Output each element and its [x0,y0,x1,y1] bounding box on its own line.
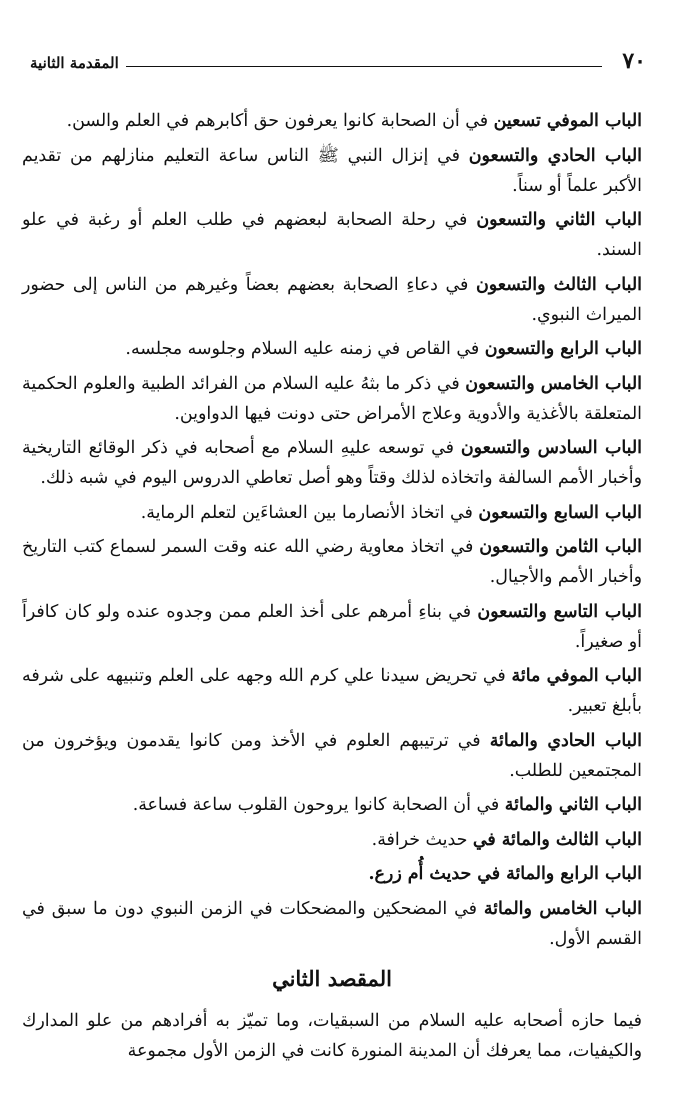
chapter-text: في أن الصحابة كانوا يروحون القلوب ساعة فساعة. [132,795,505,815]
chapter-text: حديث خرافة. [371,829,473,850]
chapter-title: الباب السادس والتسعون [460,438,642,458]
chapter-paragraph [22,661,642,721]
chapter-paragraph [22,532,642,592]
page-number: ٧٠ [622,48,646,74]
chapter-title: الباب الخامس والمائة [483,898,642,919]
chapter-paragraph [22,726,642,786]
chapter-paragraph [22,894,642,954]
running-title: المقدمة الثانية [30,54,119,72]
page-header [30,48,646,76]
chapter-title: الباب التاسع والتسعون [477,601,642,622]
chapter-text: في أن الصحابة كانوا يعرفون حق أكابرهم في العلم والسن. [66,111,494,131]
chapter-text: في تحريض سيدنا علي كرم الله وجهه على العلم وتنبيهه على شرفه بأبلغ تعبير. [22,666,642,716]
chapter-paragraph [22,597,642,657]
chapter-title: الباب الموفي مائة [511,666,642,686]
chapter-paragraph [22,205,642,265]
intro-paragraph: فيما حازه أصحابه عليه السلام من السبقيات، وما تميّز به أفرادهم من علو المدارك والكيفيات، مما يعرفك أن المدينة المنورة كانت في الزمن الأول مجموعة [22,1010,642,1061]
chapter-text: في توسعه عليهِ السلام مع أصحابه في ذكر الوقائع التاريخية وأخبار الأمم السالفة واتخاذه لذلك وقتاً وهو أصل تعاطي الدروس اليوم في شبه ذلك. [22,438,642,488]
chapter-text: في القاص في زمنه عليه السلام وجلوسه مجلسه. [125,339,485,359]
chapter-text: في اتخاذ الأنصارما بين العشاءَين لتعلم الرماية. [140,502,479,523]
chapter-paragraph [22,433,642,493]
chapter-text: في رحلة الصحابة لبعضهم في طلب العلم أو رغبة في علو السند. [22,210,642,260]
chapter-paragraph [22,859,642,889]
page-content [22,106,642,1066]
chapter-paragraph [22,369,642,429]
chapter-title: الباب الحادي والمائة [489,730,642,751]
chapter-paragraph [22,790,642,820]
chapter-title: الباب الثالث والمائة في [472,829,642,850]
chapter-text: في ترتيبهم العلوم في الأخذ ومن كانوا يقدمون ويؤخرون من المجتمعين للطلب. [22,730,642,781]
chapter-paragraph [22,334,642,364]
chapter-paragraph [22,825,642,855]
chapter-paragraph [22,270,642,330]
chapter-text: في إنزال النبي ﷺ الناس ساعة التعليم منازلهم من تقديم الأكبر علماً أو سناً. [22,145,642,196]
chapter-title: الباب الموفي تسعين [493,111,642,131]
chapter-title: الباب الحادي والتسعون [468,145,643,166]
chapter-text: في المضحكين والمضحكات في الزمن النبوي دون ما سبق في القسم الأول. [22,898,642,949]
chapter-title: الباب الرابع والمائة في حديث أُم زرع. [368,864,642,884]
chapter-title: الباب الثامن والتسعون [479,537,643,557]
section-heading: المقصد الثاني [272,965,392,991]
chapter-title: الباب الثاني والتسعون [476,210,643,230]
chapter-paragraph [22,141,642,201]
chapter-title: الباب الخامس والتسعون [465,373,642,394]
header-rule [126,66,602,67]
chapter-paragraph [22,106,642,136]
chapter-text: في دعاءِ الصحابة بعضهم بعضاً وغيرهم من الناس إلى حضور الميراث النبوي. [22,274,642,325]
chapter-title: الباب السابع والتسعون [478,502,642,523]
chapter-paragraph [22,498,642,528]
chapter-text: في ذكر ما بثهُ عليه السلام من الفرائد الطبية والعلوم الحكمية المتعلقة بالأغذية والأدوية وعلاج الأمراض حتى دونت فيها الدواوين. [22,373,642,424]
chapter-title: الباب الثالث والتسعون [476,274,642,295]
chapter-text: في اتخاذ معاوية رضي الله عنه وقت السمر لسماع كتب التاريخ وأخبار الأمم والأجيال. [22,537,642,587]
chapter-title: الباب الثاني والمائة [504,795,642,815]
chapter-title: الباب الرابع والتسعون [484,339,642,359]
chapter-list [22,106,642,954]
chapter-text: في بناءِ أمرهم على أخذ العلم ممن وجدوه عنده ولو كان كافراً أو صغيراً. [22,601,642,652]
